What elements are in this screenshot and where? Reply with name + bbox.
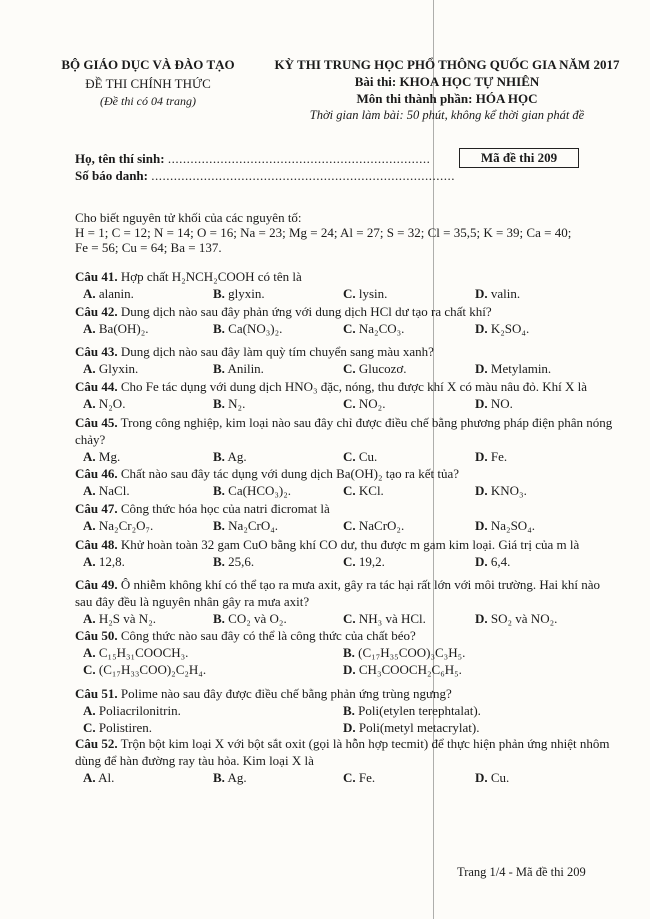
question [75, 268, 615, 302]
answer-option: C. NH₃ và HCl. [343, 611, 426, 626]
candidate-id-row [75, 167, 455, 184]
answer-options-row [75, 702, 615, 719]
atomic-line-2: Fe = 56; Cu = 64; Ba = 137. [75, 240, 222, 255]
question [75, 576, 615, 627]
question-stem [75, 303, 615, 320]
answer-option: D. Metylamin. [475, 361, 552, 376]
question-text: Polime nào sau đây được điều chế bằng phản ứng trùng ngưng? [117, 686, 452, 701]
answer-option: B. glyxin. [213, 286, 265, 301]
question-number: Câu 46. [75, 466, 118, 481]
answer-option: C. (C₁₇H₃₃COO)₂C₂H₄. [83, 662, 207, 677]
candidate-name-row [75, 150, 455, 167]
question-text: Hợp chất H₂NCH₂COOH có tên là [117, 269, 302, 284]
answer-options-row [75, 661, 615, 678]
question-number: Câu 41. [75, 269, 118, 284]
answer-option: A. C₁₅H₃₁COOCH₃. [83, 645, 189, 660]
question-stem [75, 465, 615, 482]
candidate-id-dots: ................................................................................. [151, 168, 455, 183]
answer-option: A. 12,8. [83, 554, 125, 569]
exam-time: Thời gian làm bài: 50 phút, không kể thời gian phát đề [309, 108, 585, 122]
answer-option: A. Na₂Cr₂O₇. [83, 518, 154, 533]
answer-options-row [75, 610, 615, 627]
answer-option: B. (C₁₇H₃₅COO)₃C₃H₅. [343, 645, 466, 660]
answer-option: B. N₂. [213, 396, 246, 411]
answer-options-row [75, 395, 615, 412]
question [75, 465, 615, 499]
page-footer: Trang 1/4 - Mã đề thi 209 [457, 865, 586, 879]
question [75, 685, 615, 736]
answer-option: C. Cu. [343, 449, 378, 464]
answer-options-row [75, 285, 615, 302]
question-text: Công thức nào sau đây có thể là công thức của chất béo? [117, 628, 416, 643]
question-number: Câu 45. [75, 415, 118, 430]
atomic-masses [75, 210, 615, 255]
answer-options-row [75, 320, 615, 337]
answer-option: D. Fe. [475, 449, 508, 464]
question-number: Câu 50. [75, 628, 118, 643]
question-number: Câu 49. [75, 577, 118, 592]
atomic-line-1: H = 1; C = 12; N = 14; O = 16; Na = 23; Mg = 24; Al = 27; S = 32; Cl = 35,5; K = 39; Ca = 40; [75, 225, 572, 240]
answer-option: B. Ag. [213, 449, 247, 464]
question [75, 343, 615, 377]
question-stem [75, 576, 615, 610]
answer-option: B. 25,6. [213, 554, 255, 569]
question-text: Cho Fe tác dụng với dung dịch HNO₃ đặc, nóng, thu được khí X có màu nâu đỏ. Khí X là [117, 379, 588, 394]
question-stem [75, 414, 615, 448]
question-text: Ô nhiễm không khí có thể tạo ra mưa axit, gây ra tác hại rất lớn với môi trường. Hai khí nào sau đây đều là nguyên nhân gây ra mưa axit? [75, 577, 600, 609]
answer-options-row [75, 517, 615, 534]
answer-options-row [75, 360, 615, 377]
answer-option: A. NaCl. [83, 483, 130, 498]
candidate-info [75, 150, 455, 184]
answer-option: D. CH₃COOCH₂C₆H₅. [343, 662, 462, 677]
answer-option: A. Poliacrilonitrin. [83, 703, 181, 718]
ministry-name: BỘ GIÁO DỤC VÀ ĐÀO TẠO [61, 57, 235, 72]
answer-option: B. Ca(HCO₃)₂. [213, 483, 292, 498]
exam-code-box: Mã đề thi 209 [459, 148, 579, 168]
answer-options-row [75, 482, 615, 499]
answer-option: C. Polistiren. [83, 720, 152, 735]
question [75, 500, 615, 534]
question-text: Dung dịch nào sau đây phản ứng với dung dịch HCl dư tạo ra chất khí? [117, 304, 492, 319]
answer-option: B. Ag. [213, 770, 247, 785]
answer-option: C. lysin. [343, 286, 388, 301]
answer-options-row [75, 644, 615, 661]
answer-option: C. KCl. [343, 483, 384, 498]
answer-option: D. SO₂ và NO₂. [475, 611, 558, 626]
candidate-name-label: Họ, tên thí sinh: [75, 151, 165, 166]
question-text: Chất nào sau đây tác dụng với dung dịch Ba(OH)₂ tạo ra kết tủa? [117, 466, 459, 481]
answer-options-row [75, 448, 615, 465]
answer-option: B. Poli(etylen terephtalat). [343, 703, 481, 718]
question-text: Khử hoàn toàn 32 gam CuO bằng khí CO dư, thu được m gam kim loại. Giá trị của m là [117, 537, 580, 552]
question-text: Trộn bột kim loại X với bột sắt oxit (gọi là hỗn hợp tecmit) để thực hiện phản ứng nhiệt nhôm dùng để hàn đường ray tàu hỏa. Kim loại X là [75, 736, 610, 768]
exam-component: Môn thi thành phần: HÓA HỌC [356, 91, 538, 106]
answer-option: D. NO. [475, 396, 513, 411]
answer-option: D. valin. [475, 286, 521, 301]
question-stem [75, 378, 615, 395]
answer-option: D. K₂SO₄. [475, 321, 530, 336]
question-stem [75, 735, 615, 769]
question [75, 414, 615, 465]
question-stem [75, 536, 615, 553]
question-text: Dung dịch nào sau đây làm quỳ tím chuyển sang màu xanh? [117, 344, 434, 359]
answer-option: C. 19,2. [343, 554, 385, 569]
answer-options-row [75, 553, 615, 570]
answer-option: B. Ca(NO₃)₂. [213, 321, 283, 336]
header-right [262, 57, 632, 123]
answer-option: D. 6,4. [475, 554, 511, 569]
answer-options-row [75, 769, 615, 786]
question-number: Câu 44. [75, 379, 118, 394]
answer-option: C. NO₂. [343, 396, 386, 411]
page-count-note: (Đề thi có 04 trang) [100, 94, 196, 108]
question-text: Trong công nghiệp, kim loại nào sau đây chỉ được điều chế bằng phương pháp điện phân nóng chảy? [75, 415, 613, 447]
question-stem [75, 627, 615, 644]
exam-subject: Bài thi: KHOA HỌC TỰ NHIÊN [354, 74, 540, 89]
question-number: Câu 48. [75, 537, 118, 552]
question-number: Câu 43. [75, 344, 118, 359]
question-stem [75, 343, 615, 360]
answer-option: D. Poli(metyl metacrylat). [343, 720, 480, 735]
question-number: Câu 52. [75, 736, 118, 751]
question [75, 303, 615, 337]
answer-option: C. Fe. [343, 770, 376, 785]
question-stem [75, 685, 615, 702]
answer-option: B. Na₂CrO₄. [213, 518, 279, 533]
answer-option: A. Glyxin. [83, 361, 139, 376]
question-number: Câu 51. [75, 686, 118, 701]
exam-title: KỲ THI TRUNG HỌC PHỔ THÔNG QUỐC GIA NĂM 2017 [274, 57, 620, 72]
answer-option: B. Anilin. [213, 361, 264, 376]
answer-option: B. CO₂ và O₂. [213, 611, 287, 626]
answer-option: C. Na₂CO₃. [343, 321, 405, 336]
answer-option: A. N₂O. [83, 396, 126, 411]
official-label: ĐỀ THI CHÍNH THỨC [85, 76, 211, 91]
question-number: Câu 42. [75, 304, 118, 319]
question-number: Câu 47. [75, 501, 118, 516]
question [75, 378, 615, 412]
question [75, 735, 615, 786]
atomic-intro: Cho biết nguyên tử khối của các nguyên tố: [75, 210, 302, 225]
question-text: Công thức hóa học của natri đicromat là [117, 501, 330, 516]
answer-option: A. Ba(OH)₂. [83, 321, 149, 336]
answer-option: A. H₂S và N₂. [83, 611, 156, 626]
candidate-id-label: Số báo danh: [75, 168, 148, 183]
answer-option: A. alanin. [83, 286, 134, 301]
answer-options-row [75, 719, 615, 736]
question [75, 627, 615, 678]
candidate-name-dots: ...................................................................... [167, 151, 431, 166]
answer-option: A. Mg. [83, 449, 121, 464]
answer-option: C. NaCrO₂. [343, 518, 405, 533]
question [75, 536, 615, 570]
answer-option: D. Na₂SO₄. [475, 518, 535, 533]
answer-option: A. Al. [83, 770, 115, 785]
answer-option: D. KNO₃. [475, 483, 527, 498]
header-left [48, 57, 248, 109]
answer-option: C. Glucozơ. [343, 361, 407, 376]
answer-option: D. Cu. [475, 770, 510, 785]
question-stem [75, 500, 615, 517]
question-stem [75, 268, 615, 285]
